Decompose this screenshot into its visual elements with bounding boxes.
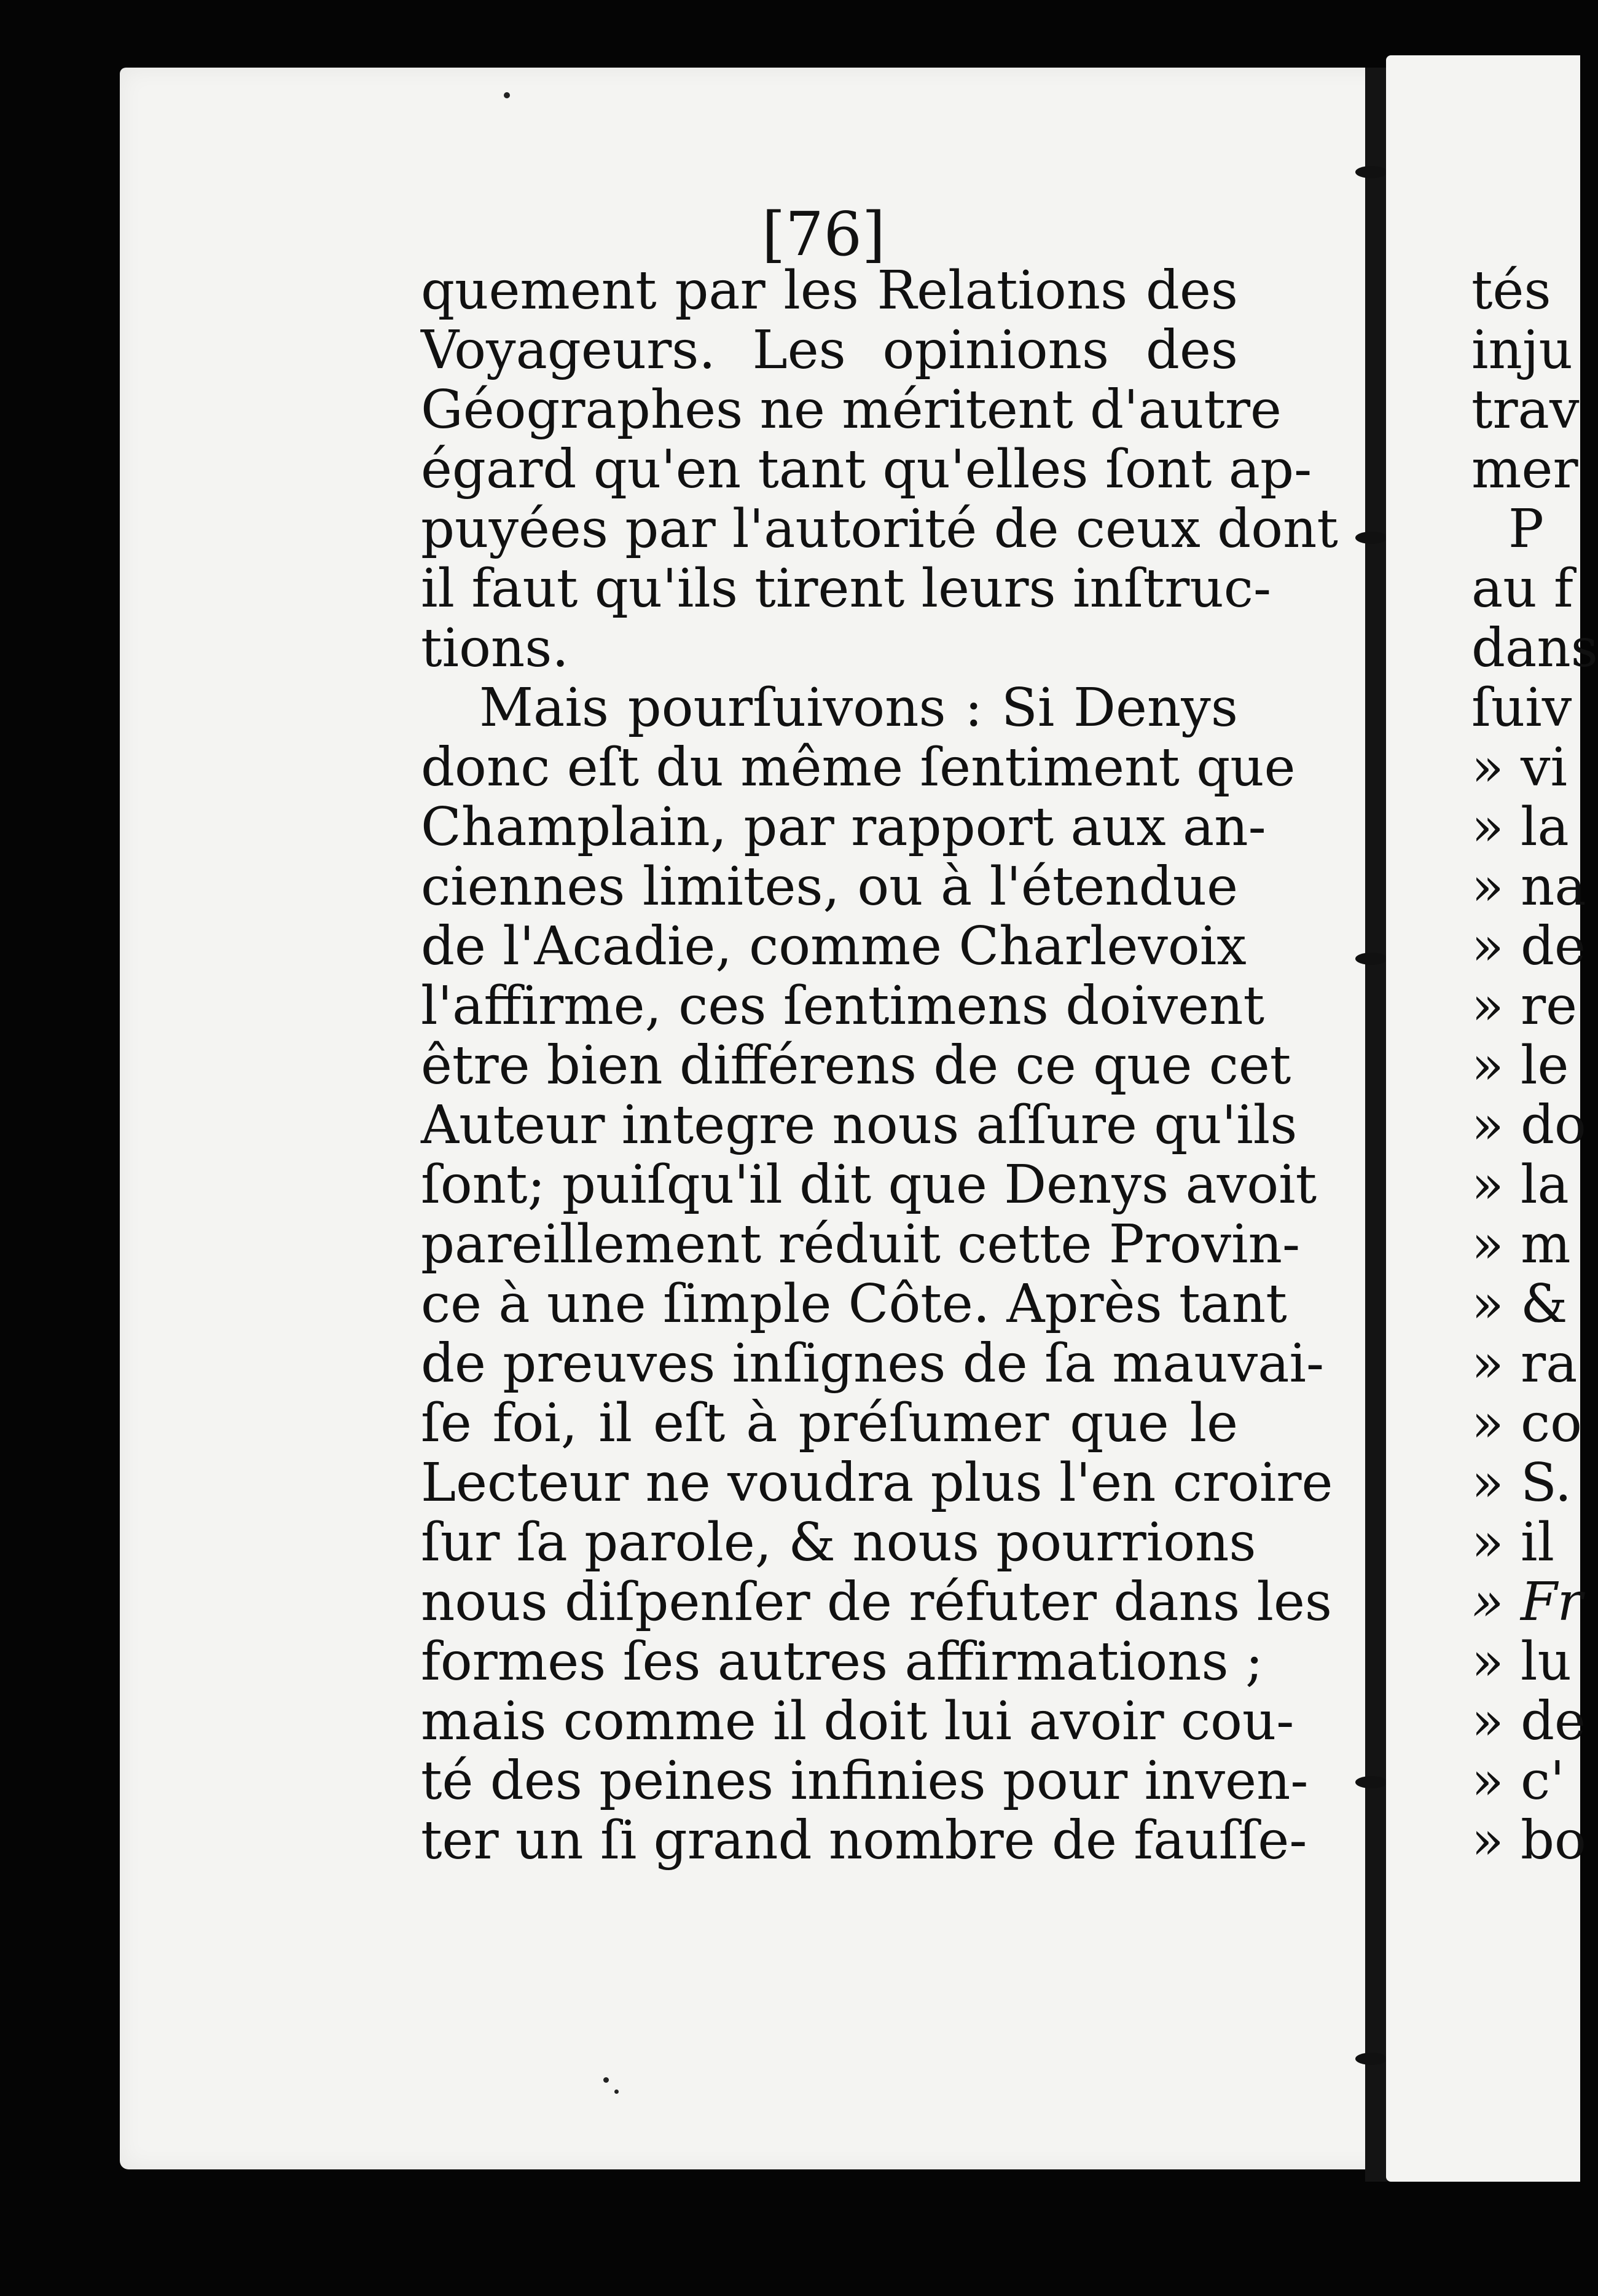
facing-text-line: » re: [1471, 975, 1577, 1037]
facing-text-line: » la: [1471, 1154, 1569, 1216]
facing-page-text: [1471, 260, 1598, 1871]
text-line: Géographes ne méritent d'autre: [421, 379, 1282, 441]
text-line: puyées par l'autorité de ceux dont: [421, 498, 1338, 560]
text-line: donc eſt du même ſentiment que: [421, 737, 1296, 798]
text-line: pareillement réduit cette Provin-: [421, 1214, 1301, 1275]
facing-text-line: » m: [1471, 1214, 1571, 1275]
facing-text-line: P: [1508, 498, 1544, 560]
body-text: [421, 260, 1338, 1871]
text-line: mais comme il doit lui avoir cou-: [421, 1691, 1294, 1752]
text-line: ſe foi, il eſt à préſumer que le: [421, 1393, 1238, 1454]
facing-text-line: ſuiv: [1471, 677, 1572, 739]
facing-text-line: » S.: [1471, 1452, 1572, 1514]
facing-text-line: tés: [1471, 260, 1551, 321]
text-line: formes ſes autres affirmations ;: [421, 1631, 1264, 1693]
paper-speck: [614, 2090, 619, 2094]
facing-text-line: » bo: [1471, 1810, 1586, 1871]
page-number: [76]: [762, 200, 886, 270]
facing-text-line: » ra: [1471, 1333, 1578, 1394]
paper-speck: [603, 2077, 609, 2083]
text-line: ter un ſi grand nombre de fauſſe-: [421, 1810, 1307, 1871]
text-line: Mais pourſuivons : Si Denys: [479, 677, 1238, 739]
text-line: tions.: [421, 618, 569, 679]
text-line: ſur ſa parole, & nous pourrions: [421, 1512, 1256, 1573]
text-line: ce à une ſimple Côte. Après tant: [421, 1273, 1287, 1335]
paper-speck: [504, 92, 510, 98]
facing-text-line: » vi: [1471, 737, 1568, 798]
text-line: Auteur integre nous aſſure qu'ils: [421, 1095, 1298, 1156]
facing-text-line: » la: [1471, 796, 1569, 858]
facing-text-line: » c': [1471, 1750, 1565, 1812]
text-line: de preuves inſignes de ſa mauvai-: [421, 1333, 1325, 1394]
facing-text-line: » le: [1471, 1035, 1569, 1096]
text-line: Champlain, par rapport aux an-: [421, 796, 1266, 858]
text-line: de l'Acadie, comme Charlevoix: [421, 916, 1247, 977]
facing-text-line: trav: [1471, 379, 1580, 441]
text-line: égard qu'en tant qu'elles ſont ap-: [421, 439, 1312, 500]
facing-text-line: au f: [1471, 558, 1573, 619]
text-line: l'affirme, ces ſentimens doivent: [421, 975, 1265, 1037]
book-gutter: [1365, 68, 1387, 2182]
text-line: té des peines infinies pour inven-: [421, 1750, 1309, 1812]
text-line: être bien différens de ce que cet: [421, 1035, 1291, 1096]
facing-text-line: » lu: [1471, 1631, 1572, 1693]
text-line: Voyageurs. Les opinions des: [421, 320, 1238, 381]
facing-text-line: » Fr: [1471, 1571, 1583, 1633]
facing-text-line: » il: [1471, 1512, 1554, 1573]
facing-text-line: inju: [1471, 320, 1573, 381]
facing-text-line: » na: [1471, 856, 1586, 918]
facing-text-line: » &: [1471, 1273, 1568, 1335]
facing-text-line: » do: [1471, 1095, 1586, 1156]
text-line: il faut qu'ils tirent leurs inſtruc-: [421, 558, 1272, 619]
facing-text-line: » de: [1471, 1691, 1586, 1752]
text-line: ciennes limites, ou à l'étendue: [421, 856, 1238, 918]
facing-text-line: » de: [1471, 916, 1586, 977]
text-line: nous diſpenſer de réfuter dans les: [421, 1571, 1333, 1633]
text-line: ſont; puiſqu'il dit que Denys avoit: [421, 1154, 1317, 1216]
text-line: quement par les Relations des: [421, 260, 1238, 321]
facing-text-line: mer: [1471, 439, 1578, 500]
text-line: Lecteur ne voudra plus l'en croire: [421, 1452, 1333, 1514]
facing-text-line: dans: [1471, 618, 1598, 679]
facing-text-line: » co: [1471, 1393, 1582, 1454]
